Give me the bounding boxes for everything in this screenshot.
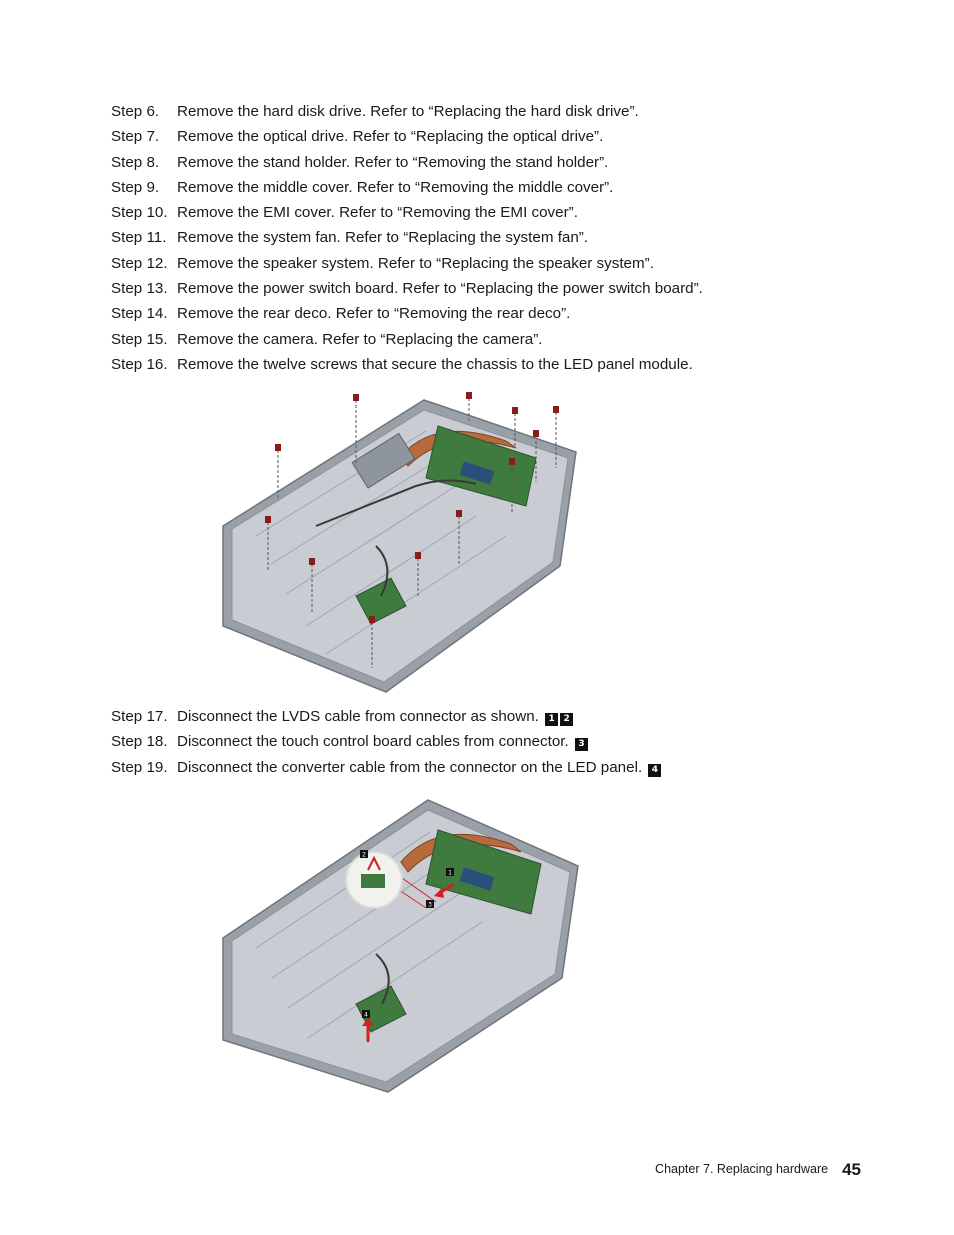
svg-text:3: 3 — [428, 901, 432, 909]
step-item — [111, 124, 871, 149]
step-item — [111, 200, 871, 225]
step-text: Remove the hard disk drive. Refer to “Replacing the hard disk drive”. — [177, 103, 639, 120]
step-number: Step 7. — [111, 128, 160, 146]
callout-badge: 4 — [648, 764, 661, 777]
cable-disconnect-figure — [176, 792, 644, 1098]
callout-tag — [362, 1010, 370, 1019]
step-item — [111, 175, 871, 200]
step-item — [111, 225, 871, 250]
step-item — [111, 704, 871, 729]
step-text: Remove the optical drive. Refer to “Replacing the optical drive”. — [177, 128, 604, 146]
step-number: Step 18. — [111, 733, 168, 751]
svg-text:4: 4 — [364, 1011, 368, 1019]
step-item — [111, 150, 871, 175]
step-item — [111, 301, 871, 326]
chapter-label: Chapter 7. Replacing hardware — [655, 1162, 829, 1176]
step-item — [111, 729, 871, 754]
page-footer — [655, 1160, 861, 1180]
step-number: Step 10. — [111, 204, 168, 222]
zoomed-connector — [361, 874, 385, 888]
step-number: Step 19. — [111, 758, 168, 776]
step-item — [111, 99, 871, 124]
step-text: Remove the stand holder. Refer to “Removing the stand holder”. — [177, 153, 609, 171]
svg-text:1: 1 — [448, 869, 452, 877]
step-text: Disconnect the touch control board cables from connector. — [177, 733, 569, 751]
step-list-bottom — [111, 704, 871, 780]
step-item — [111, 755, 871, 780]
step-item — [111, 352, 871, 377]
callout-badge: 3 — [575, 738, 588, 751]
callout-tag — [360, 850, 368, 859]
step-item — [111, 276, 871, 301]
step-text-line — [177, 755, 661, 780]
step-number: Step 11. — [111, 229, 167, 247]
callout-tag — [446, 868, 454, 877]
step-number: Step 16. — [111, 355, 168, 373]
step-number: Step 17. — [111, 708, 168, 725]
callout-badge: 2 — [560, 713, 573, 726]
step-number: Step 13. — [111, 280, 168, 298]
step-item — [111, 251, 871, 276]
step-number: Step 12. — [111, 254, 168, 272]
callout-badge: 1 — [545, 713, 558, 726]
step-number: Step 9. — [111, 178, 160, 196]
step-number: Step 14. — [111, 305, 168, 323]
step-text: Disconnect the LVDS cable from connector as shown. — [177, 708, 539, 725]
callout-tag — [426, 900, 434, 909]
step-text: Remove the system fan. Refer to “Replacing the system fan”. — [177, 229, 589, 247]
step-text: Remove the camera. Refer to “Replacing the camera”. — [177, 330, 543, 348]
chassis-screws-illustration — [176, 386, 644, 696]
step-text-line — [177, 729, 588, 754]
svg-text:2: 2 — [362, 851, 366, 859]
step-text-line — [177, 704, 573, 729]
step-number: Step 15. — [111, 330, 168, 348]
step-text: Remove the twelve screws that secure the chassis to the LED panel module. — [177, 355, 693, 373]
step-text: Remove the rear deco. Refer to “Removing the rear deco”. — [177, 305, 571, 323]
step-number: Step 8. — [111, 153, 160, 171]
cable-disconnect-illustration — [176, 792, 644, 1098]
step-text: Remove the middle cover. Refer to “Removing the middle cover”. — [177, 178, 614, 196]
page-number: 45 — [842, 1160, 861, 1179]
chassis-screws-figure — [176, 386, 644, 696]
step-text: Disconnect the converter cable from the connector on the LED panel. — [177, 758, 643, 776]
step-text: Remove the power switch board. Refer to “Replacing the power switch board”. — [177, 280, 703, 298]
step-list-top — [111, 99, 871, 377]
step-text: Remove the speaker system. Refer to “Replacing the speaker system”. — [177, 254, 654, 272]
step-item — [111, 327, 871, 352]
step-text: Remove the EMI cover. Refer to “Removing the EMI cover”. — [177, 204, 578, 222]
step-number: Step 6. — [111, 103, 160, 120]
